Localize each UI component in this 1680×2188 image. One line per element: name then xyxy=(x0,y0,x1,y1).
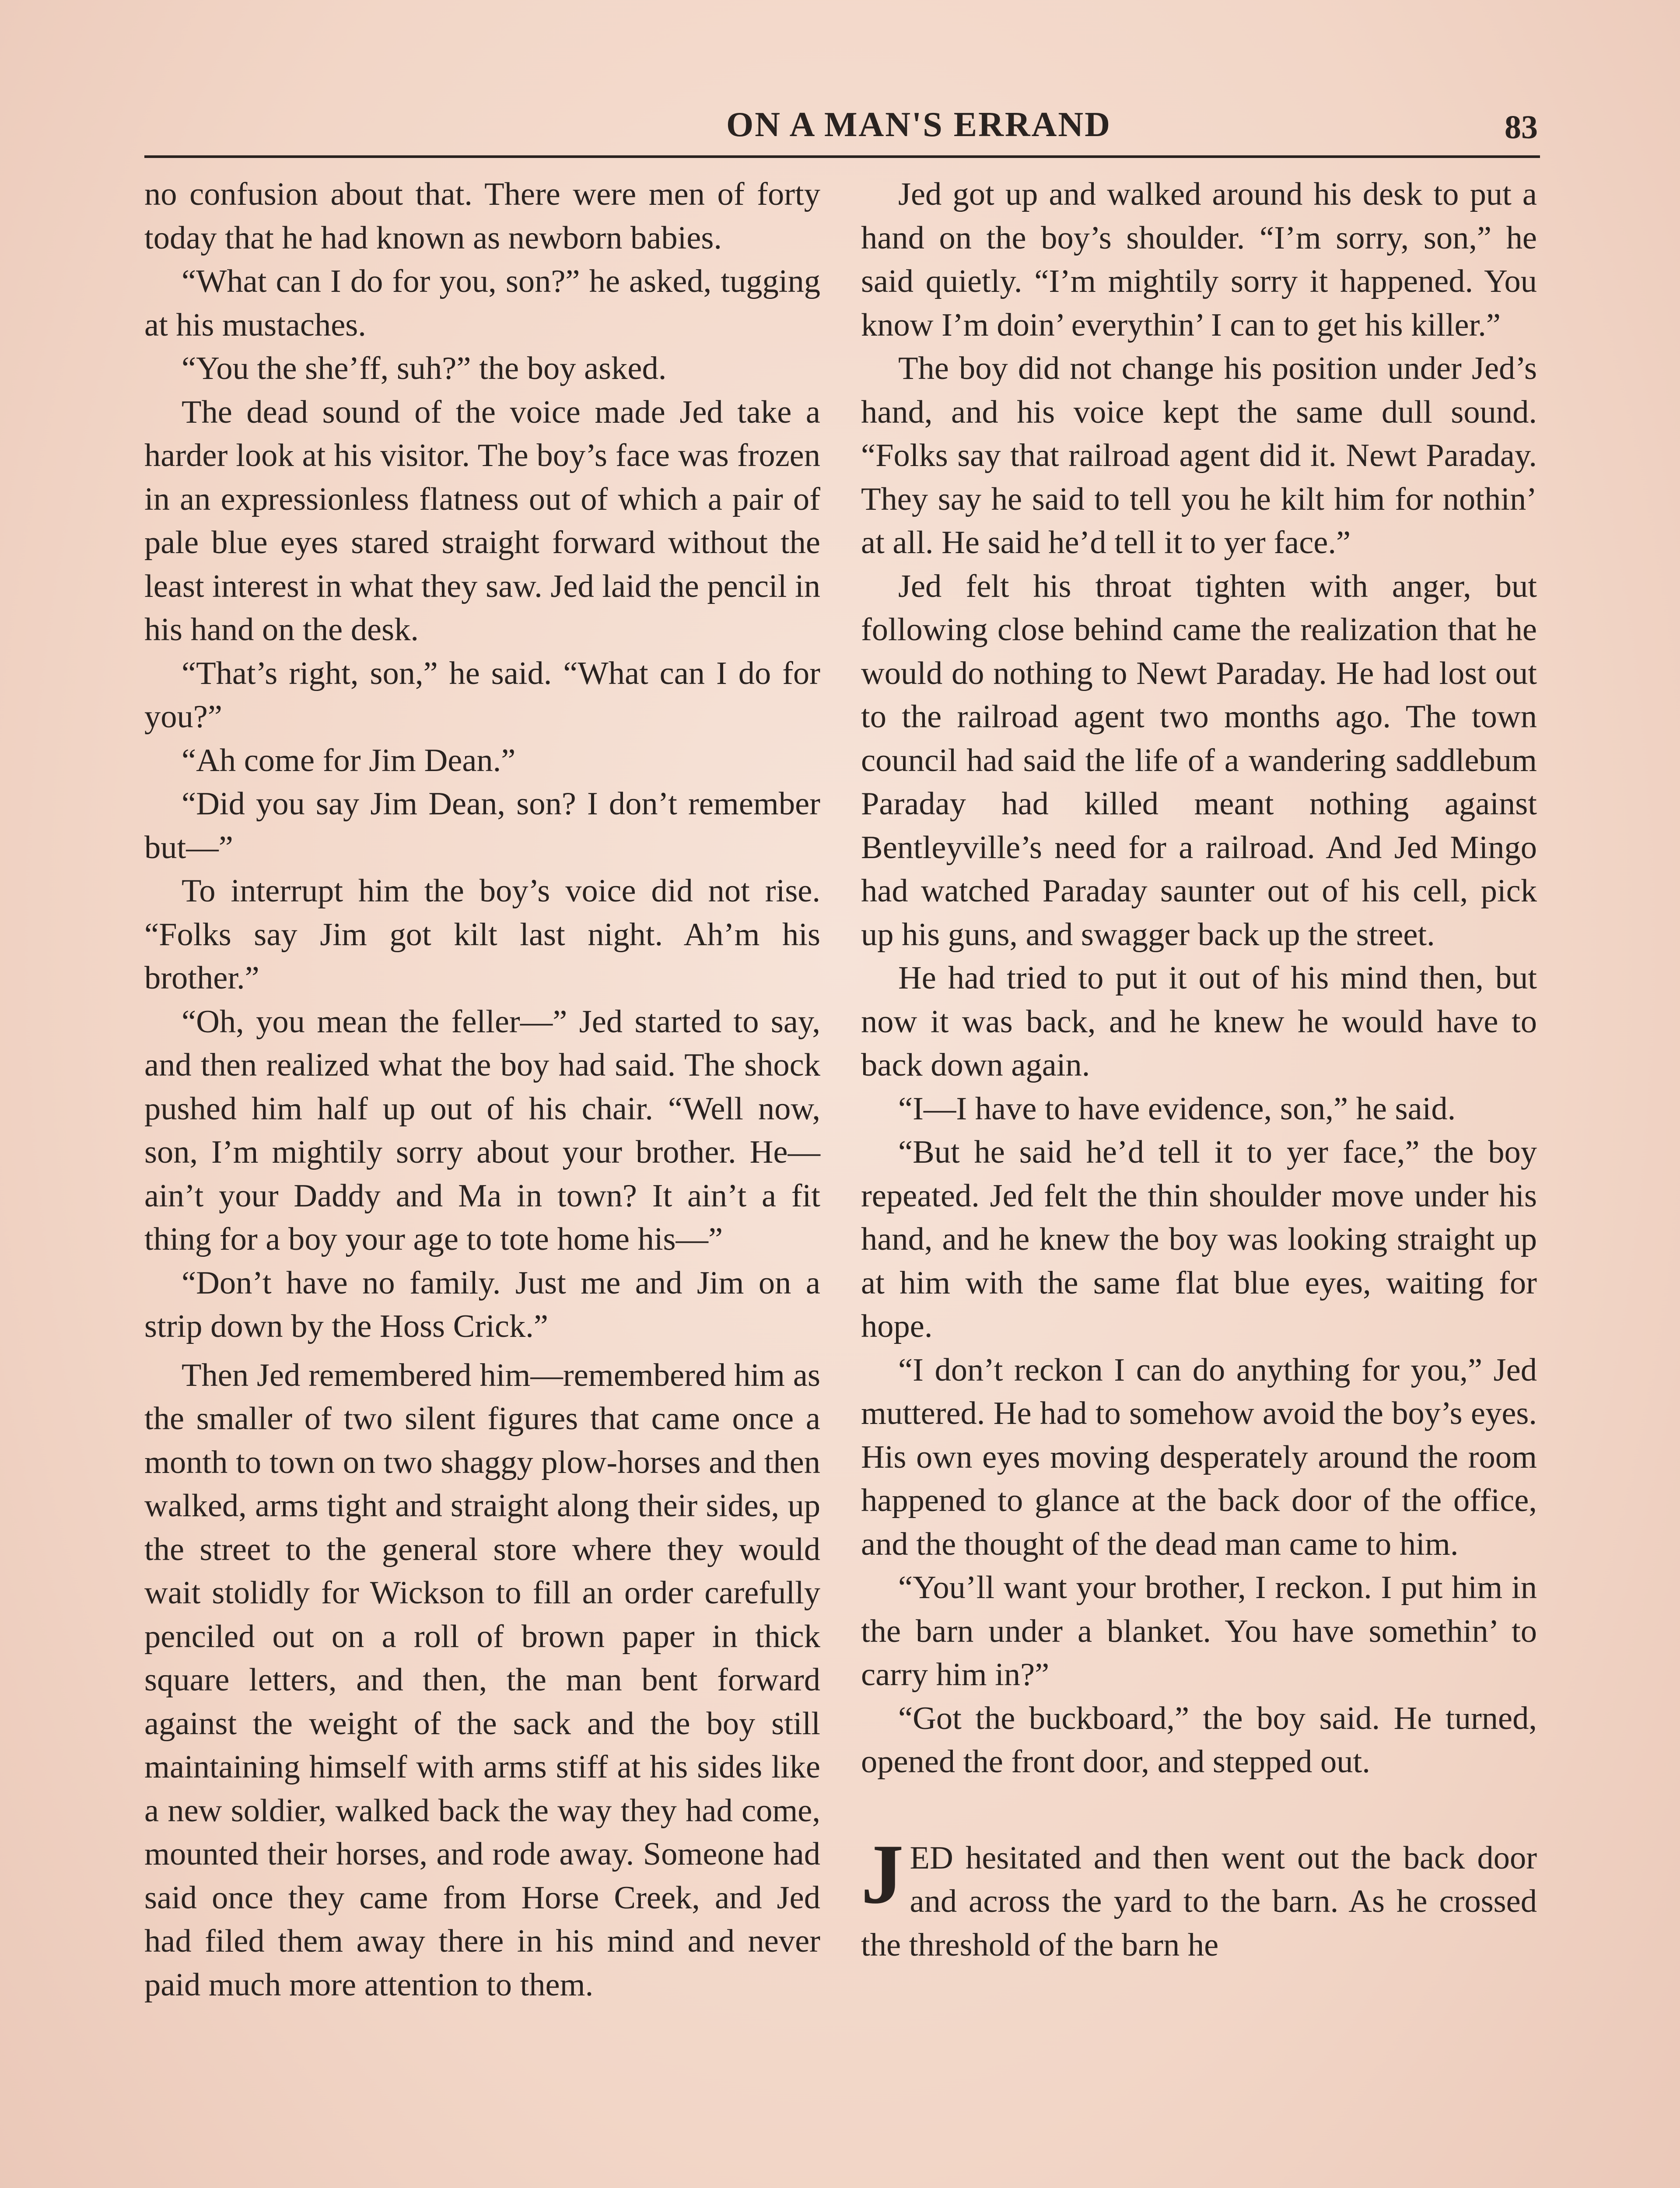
dropcap-continuation: ED xyxy=(910,1840,953,1876)
paragraph: “Don’t have no family. Just me and Jim on a strip down by the Hoss Crick.” xyxy=(144,1265,820,1344)
paragraph: “I don’t reckon I can do anything for you,” Jed muttered. He had to somehow avoid the boy’s eyes. His own eyes moving desperately around the room happened to glance at the back door of the office, and the thought of the dead man came to him. xyxy=(861,1352,1537,1562)
paragraph: To interrupt him the boy’s voice did not rise. “Folks say Jim got kilt last night. Ah’m his brother.” xyxy=(144,873,820,996)
paragraph: He had tried to put it out of his mind then, but now it was back, and he knew he would have to back down again. xyxy=(861,960,1537,1083)
paragraph: “I—I have to have evidence, son,” he said. xyxy=(898,1090,1456,1127)
page-number: 83 xyxy=(1505,109,1538,146)
right-text-column xyxy=(861,173,1537,1967)
paragraph-text: hesitated and then went out the back door and across the yard to the barn. As he crossed the threshold of the barn he xyxy=(861,1840,1537,1963)
drop-cap-letter: J xyxy=(861,1827,904,1922)
paragraph: “Oh, you mean the feller—” Jed started to say, and then realized what the boy had said. The shock pushed him half up out of his chair. “Well now, son, I’m mightily sorry about your brother. He—ain’t your Daddy and Ma in town? It ain’t a fit thing for a boy your age to tote home his—” xyxy=(144,1003,820,1257)
left-text-column xyxy=(144,173,820,2007)
dropcap-paragraph xyxy=(861,1827,1537,1967)
paragraph: Then Jed remembered him—remembered him as the smaller of two silent figures that came once a month to town on two shaggy plow-horses and then walked, arms tight and straight along their sides, up the street to the general store where they would wait stolidly for Wickson to fill an order carefully penciled out on a roll of brown paper in thick square letters, and then, the man bent forward against the weight of the sack and the boy still maintaining himself with arms stiff at his sides like a new soldier, walked back the way they had come, mounted their horses, and rode away. Someone had said once they came from Horse Creek, and Jed had filed them away there in his mind and never paid much more attention to them. xyxy=(144,1357,820,2003)
paragraph: “What can I do for you, son?” he asked, tugging at his mustaches. xyxy=(144,263,820,343)
paragraph: “You’ll want your brother, I reckon. I put him in the barn under a blanket. You have somethin’ to carry him in?” xyxy=(861,1570,1537,1693)
running-head-title: ON A MAN'S ERRAND xyxy=(726,105,1111,144)
paragraph: Jed got up and walked around his desk to put a hand on the boy’s shoulder. “I’m sorry, son,” he said quietly. “I’m mightily sorry it happened. You know I’m doin’ everythin’ I can to get his killer.” xyxy=(861,176,1537,343)
paragraph-spacer xyxy=(144,1349,820,1354)
paragraph: Jed felt his throat tighten with anger, but following close behind came the realization that he would do nothing to Newt Paraday. He had lost out to the railroad agent two months ago. The town council had said the life of a wandering saddlebum Paraday had killed meant nothing against Bentleyville’s need for a railroad. And Jed Mingo had watched Paraday saunter out of his cell, pick up his guns, and swagger back up the street. xyxy=(861,568,1537,953)
paragraph: The dead sound of the voice made Jed take a harder look at his visitor. The boy’s face was frozen in an expressionless flatness out of which a pair of pale blue eyes stared straight forward without the least interest in what they saw. Jed laid the pencil in his hand on the desk. xyxy=(144,394,820,648)
paragraph: no confusion about that. There were men of forty today that he had known as newborn babies. xyxy=(144,176,820,256)
paragraph: “You the she’ff, suh?” the boy asked. xyxy=(182,351,667,386)
paragraph: “That’s right, son,” he said. “What can I do for you?” xyxy=(144,655,820,735)
paragraph: The boy did not change his position under Jed’s hand, and his voice kept the same dull sound. “Folks say that railroad agent did it. Newt Paraday. They say he said to tell you he kilt him for nothin’ at all. He said he’d tell it to yer face.” xyxy=(861,351,1537,561)
paragraph: “Got the buckboard,” the boy said. He turned, opened the front door, and stepped out. xyxy=(861,1700,1537,1780)
paragraph: “But he said he’d tell it to yer face,” the boy repeated. Jed felt the thin shoulder move under his hand, and he knew the boy was looking straight up at him with the same flat blue eyes, waiting for hope. xyxy=(861,1134,1537,1344)
paragraph: “Did you say Jim Dean, son? I don’t remember but—” xyxy=(144,786,820,866)
header-rule xyxy=(144,155,1540,158)
section-break xyxy=(861,1784,1537,1837)
paragraph: “Ah come for Jim Dean.” xyxy=(182,742,516,778)
